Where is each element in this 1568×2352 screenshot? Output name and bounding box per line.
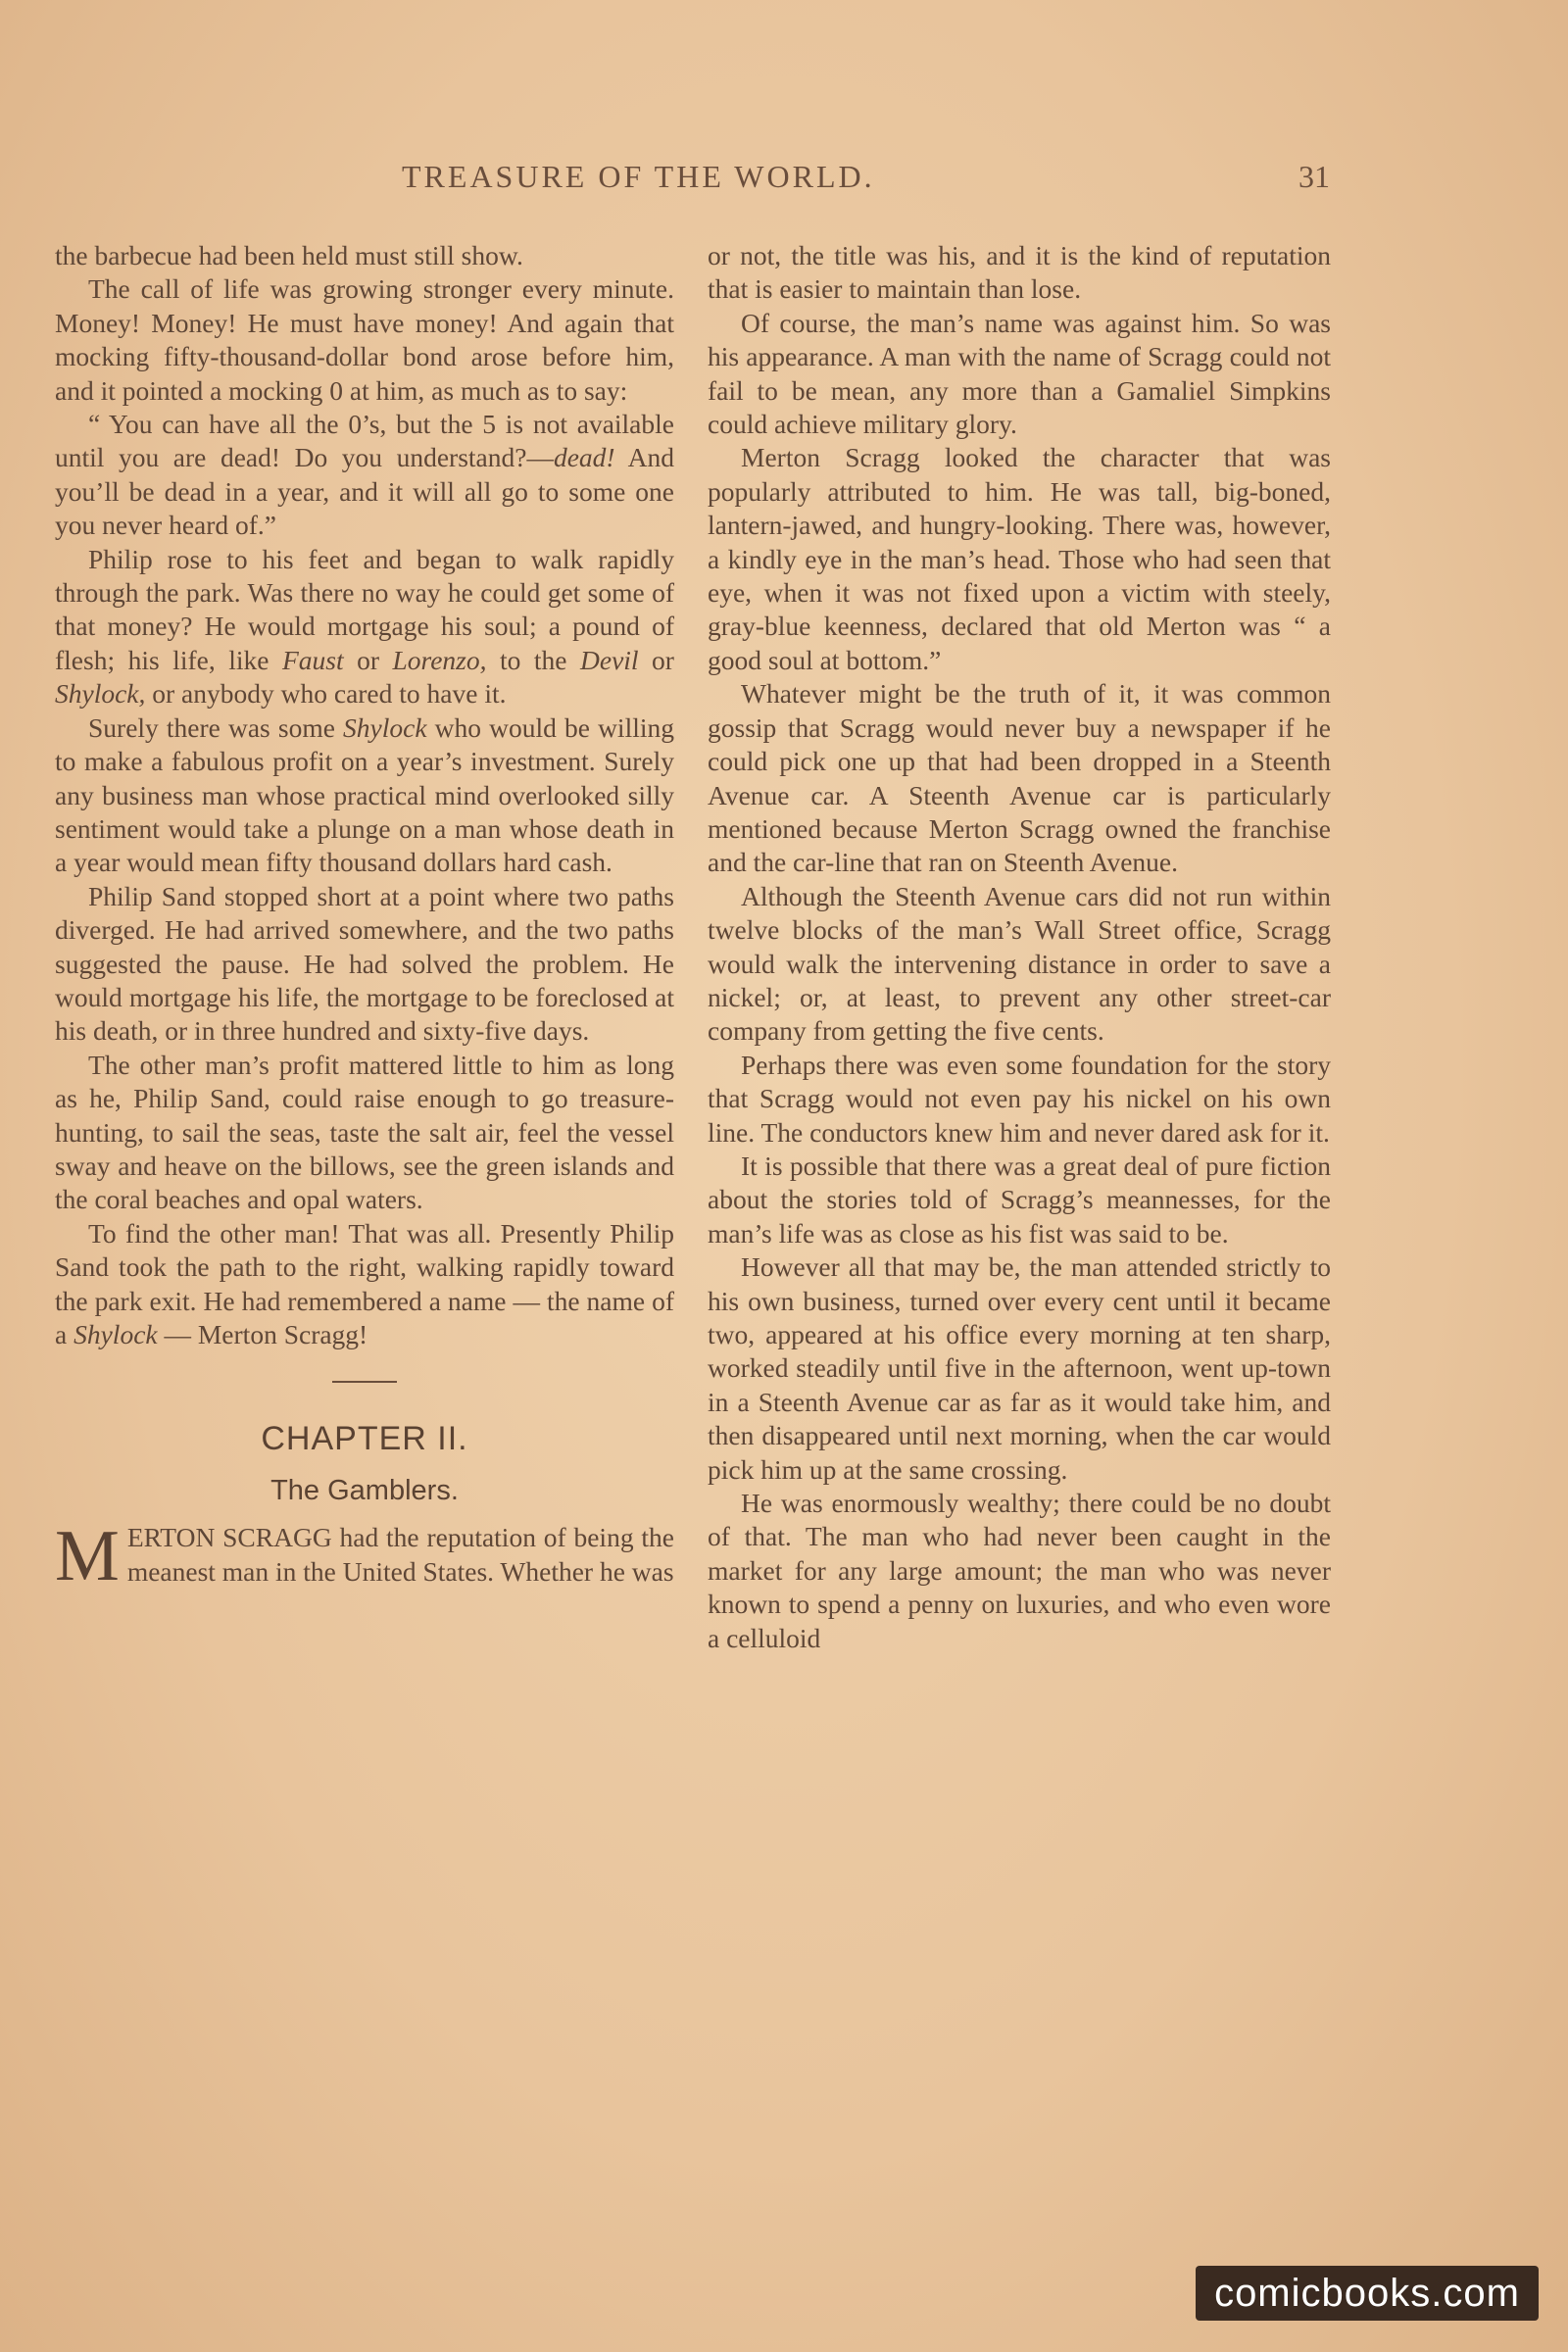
italic-word: Shylock [343,711,427,743]
paragraph: The other man’s profit mattered little to him as long as he, Philip Sand, could raise enough to go treasure-hunting, to sail the seas, taste the salt air, feel the vessel sway and heave on the billows, see the green islands and the coral beaches and opal waters. [55,1049,674,1215]
paragraph [55,543,674,711]
paragraph: The call of life was growing stronger every minute. Money! Money! He must have money! And again that mocking fifty-thousand-dollar bond arose before him, and it pointed a mocking 0 at him, as much as to say: [55,273,674,406]
paragraph [55,1217,674,1352]
right-column [708,239,1331,1655]
text-run: or [343,644,393,675]
text-run: “ You can have all the 0’s, but the 5 is not available until you are dead! Do you understand?— [55,409,674,473]
paragraph: the barbecue had been held must still show. [55,240,523,270]
text-run: Surely there was some [88,711,344,743]
text-run: or anybody who cared to have it. [145,678,507,710]
italic-word: dead! [553,442,615,473]
paragraph: It is possible that there was a great deal of pure fiction about the stories told of Scragg’s meannesses, for the man’s life was as close as his fist was said to be. [708,1150,1331,1249]
section-divider [332,1381,397,1383]
page-header [0,159,1568,202]
text-run: To find the other man! That was all. Presently Philip Sand took the path to the right, walking rapidly toward the park exit. He had remembered a name — the name of a [55,1217,674,1349]
chapter-subtitle: The Gamblers. [270,1474,459,1506]
italic-word: Faust [281,644,344,675]
left-column [55,239,674,1597]
paragraph: However all that may be, the man attended strictly to his own business, turned over every cent until it became two, appeared at his office every morning at ten sharp, worked steadily until five in the afternoon, went up-town in a Steenth Avenue car as far as it would take him, and then disappeared until next morning, when the car would pick him up at the same crossing. [708,1251,1331,1485]
paragraph: Philip Sand stopped short at a point where two paths diverged. He had arrived somewhere, and the two paths suggested the pause. He had solved the problem. He would mortgage his life, the mortgage to be foreclosed at his death, or in three hundred and sixty-five days. [55,880,674,1047]
drop-cap: M [55,1516,120,1597]
text-run: or [638,644,674,675]
page-number: 31 [1298,159,1330,194]
paragraph [55,711,674,880]
paragraph [55,408,674,543]
running-title: TREASURE OF THE WORLD. [402,159,875,194]
italic-word: Devil [580,644,639,675]
paragraph: Of course, the man’s name was against him. So was his appearance. A man with the name of Scragg could not fail to be mean, any more than a Gamaliel Simpkins could achieve military glory. [708,307,1331,440]
italic-word: Shylock, [55,678,146,710]
text-run: Philip rose to his feet and began to walk rapidly through the park. Was there no way he could get some of that money? He would mortgage his soul; a pound of flesh; his life, like [55,543,674,675]
paragraph: or not, the title was his, and it is the kind of reputation that is easier to maintain than lose. [708,240,1331,305]
text-run: ERTON SCRAGG had the reputation of being the meanest man in the United States. Whether he was [126,1522,674,1587]
text-run: And you’ll be dead in a year, and it will all go to some one you never heard of.” [55,442,674,541]
watermark-text: comicbooks.com [1214,2272,1520,2315]
paragraph: Merton Scragg looked the character that was popularly attributed to him. He was tall, big-boned, lantern-jawed, and hungry-looking. There was, however, a kindly eye in the man’s head. Those who had seen that eye, when it was not fixed upon a victim with steely, gray-blue keenness, declared that old Merton was “ a good soul at bottom.” [708,442,1331,675]
text-run: — Merton Scragg! [157,1319,368,1349]
site-watermark [1196,2266,1539,2321]
paragraph: Perhaps there was even some foundation for the story that Scragg would not even pay his nickel on his own line. The conductors knew him and never dared ask for it. [708,1049,1331,1148]
text-run: who would be willing to make a fabulous profit on a year’s investment. Surely any business man whose practical mind overlooked silly sentiment would take a plunge on a man whose death in a year would mean fifty thousand dollars hard cash. [55,711,674,878]
chapter-opening-paragraph [55,1516,674,1597]
paragraph: He was enormously wealthy; there could be no doubt of that. The man who had never been caught in the market for any large amount; the man who was never known to spend a penny on luxuries, and who even wore a celluloid [708,1488,1331,1653]
chapter-title: CHAPTER II. [261,1420,468,1458]
italic-word: Lorenzo, [392,644,487,675]
paragraph: Whatever might be the truth of it, it was common gossip that Scragg would never buy a newspaper if he could pick one up that had been dropped in a Steenth Avenue car. A Steenth Avenue car is particularly mentioned because Merton Scragg owned the franchise and the car-line that ran on Steenth Avenue. [708,678,1331,878]
paragraph: Although the Steenth Avenue cars did not run within twelve blocks of the man’s Wall Street office, Scragg would walk the intervening distance in order to save a nickel; or, at least, to prevent any other street-car company from getting the five cents. [708,880,1331,1047]
italic-word: Shylock [74,1319,158,1349]
text-run: to the [486,644,580,675]
